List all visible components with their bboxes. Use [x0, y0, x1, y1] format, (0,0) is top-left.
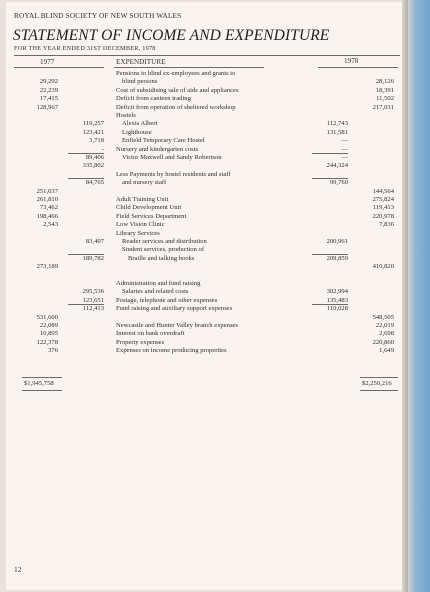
amount-c77: 198,466 [36, 212, 58, 220]
header-rule-top [14, 55, 400, 56]
amount-c77s: 189,782 [82, 254, 104, 262]
amount-c77: 73,462 [39, 204, 58, 212]
amount-c77: 2,543 [43, 221, 58, 229]
amount-c77: 22,239 [39, 86, 58, 94]
row-label: Administration and fund raising [116, 280, 201, 287]
amount-c77s: 123,421 [82, 128, 104, 136]
amount-c78: 217,031 [372, 103, 394, 111]
header-rule-1978 [318, 67, 398, 68]
row-label: Less Payments by hostel residents and staff [116, 170, 231, 178]
amount-c78s: — [341, 154, 348, 161]
amount-c77: 273,189 [36, 263, 58, 271]
row-label: Cost of subsidising sale of aids and appliances [116, 86, 239, 94]
amount-c78s: 244,324 [326, 162, 348, 170]
total-rule-1978 [360, 377, 398, 378]
column-header-1977: 1977 [40, 58, 55, 66]
amount-c77s: 3,718 [89, 137, 104, 145]
row-label: Reader services and distribution [122, 238, 207, 245]
amount-c78: 18,391 [375, 86, 394, 94]
row-label: Postage, telephone and other expenses [116, 296, 218, 304]
amount-c77s: 83,407 [85, 238, 104, 245]
amount-c78s: 200,961 [326, 238, 348, 245]
amount-c77s: 295,536 [82, 288, 104, 296]
row-label: Library Services [116, 229, 160, 237]
row-label: Child Development Unit [116, 204, 182, 212]
row-label: Deficit from operation of sheltered workshop [116, 103, 236, 111]
amount-c78: 22,019 [375, 322, 394, 329]
header-rule-expenditure [114, 67, 264, 68]
row-label: Expenses on income producing properties [116, 347, 227, 355]
row-label: Field Services Department [116, 212, 187, 220]
row-label: Braille and talking books [128, 254, 195, 262]
amount-c77: 251,037 [36, 187, 58, 195]
amount-c77: 29,292 [39, 78, 58, 86]
row-label: Victor Maxwell and Sandy Robertson [122, 154, 222, 161]
amount-c78: 275,824 [372, 196, 394, 203]
row-label: Adult Training Unit [116, 196, 169, 203]
amount-c78: 144,564 [372, 187, 394, 195]
amount-c77s: 335,802 [82, 162, 104, 170]
amount-c78: 548,505 [372, 313, 394, 321]
subtotal-rule-1977 [68, 304, 104, 305]
amount-c77s: 84,765 [85, 179, 104, 187]
amount-c78: 2,698 [379, 330, 394, 338]
organization-name: ROYAL BLIND SOCIETY OF NEW SOUTH WALES [14, 12, 182, 20]
amount-c78s: 302,994 [326, 288, 348, 296]
subtotal-rule-1978 [312, 153, 348, 154]
amount-c77: 17,415 [39, 95, 58, 103]
document-title: STATEMENT OF INCOME AND EXPENDITURE [13, 27, 330, 44]
amount-c77: 22,089 [39, 322, 58, 329]
amount-c77: 128,967 [36, 103, 58, 111]
total-rule-1977 [22, 377, 62, 378]
column-header-1978: 1978 [344, 57, 359, 65]
row-label: and nursery staff [122, 179, 167, 187]
total-double-rule-1978 [360, 390, 398, 391]
amount-c78: 7,836 [379, 221, 394, 229]
subtotal-rule-1977 [68, 178, 104, 179]
page-number: 12 [14, 565, 22, 574]
row-label: Alexis Albert [122, 120, 158, 128]
amount-c77s: 119,257 [82, 120, 104, 128]
subtotal-rule-1977 [68, 254, 104, 255]
total-double-rule-1977 [22, 390, 62, 391]
total-1978: $2,250,216 [362, 380, 392, 387]
amount-c78: 11,502 [376, 95, 394, 103]
column-header-expenditure: EXPENDITURE [116, 58, 166, 66]
total-1977: $1,945,758 [24, 380, 54, 387]
row-label: Salaries and related costs [122, 288, 189, 296]
amount-c77: 122,378 [36, 338, 58, 346]
row-label: Nursery and kindergarten costs [116, 145, 199, 153]
row-label: Pensions to blind ex-employees and grants to [116, 70, 236, 77]
row-label: Hostels [116, 112, 136, 119]
amount-c78s: 131,581 [326, 128, 348, 136]
background-edge [408, 0, 430, 592]
amount-c78: 1,649 [379, 347, 394, 355]
amount-c78: 410,820 [372, 263, 394, 271]
subtotal-rule-1977 [68, 153, 104, 154]
amount-c78: 119,413 [372, 204, 394, 212]
amount-c77s: 123,651 [82, 296, 104, 304]
amount-c77s: - [101, 145, 104, 153]
amount-c78s: — [341, 137, 348, 145]
amount-c78s: 110,028 [326, 305, 348, 313]
amount-c78s: 112,743 [326, 120, 348, 128]
amount-c78s: 209,859 [326, 254, 348, 262]
amount-c77: 10,895 [39, 330, 58, 338]
amount-c77: 376 [48, 347, 58, 355]
amount-c78s: 135,483 [326, 296, 348, 304]
document-subtitle: FOR THE YEAR ENDED 31ST DECEMBER, 1978 [14, 45, 156, 52]
amount-c78: 220,860 [372, 338, 394, 346]
amount-c78s: 99,760 [329, 179, 348, 187]
amount-c78s: — [341, 145, 348, 153]
row-label: blind persons [122, 78, 158, 86]
row-label: Lighthouse [122, 128, 152, 136]
row-label: Low Vision Clinic [116, 221, 165, 229]
subtotal-rule-1978 [312, 304, 348, 305]
row-label: Interest on bank overdraft [116, 330, 185, 338]
row-label: Enfield Temporary Care Hostel [122, 137, 205, 145]
amount-c78: 28,126 [375, 78, 394, 86]
row-label: Fund raising and auxiliary support expenses [116, 305, 233, 313]
row-label: Newcastle and Hunter Valley branch expenses [116, 322, 238, 329]
subtotal-rule-1978 [312, 254, 348, 255]
amount-c77: 261,810 [36, 196, 58, 203]
amount-c77s: 112,413 [82, 305, 104, 313]
amount-c77: 531,600 [36, 313, 58, 321]
row-label: Property expenses [116, 338, 165, 346]
amount-c78: 220,978 [372, 212, 394, 220]
row-label: Student services, production of [122, 246, 205, 254]
row-label: Deficit from canteen trading [116, 95, 191, 103]
amount-c77s: 89,406 [85, 154, 104, 161]
subtotal-rule-1978 [312, 178, 348, 179]
header-rule-1977 [14, 67, 104, 68]
